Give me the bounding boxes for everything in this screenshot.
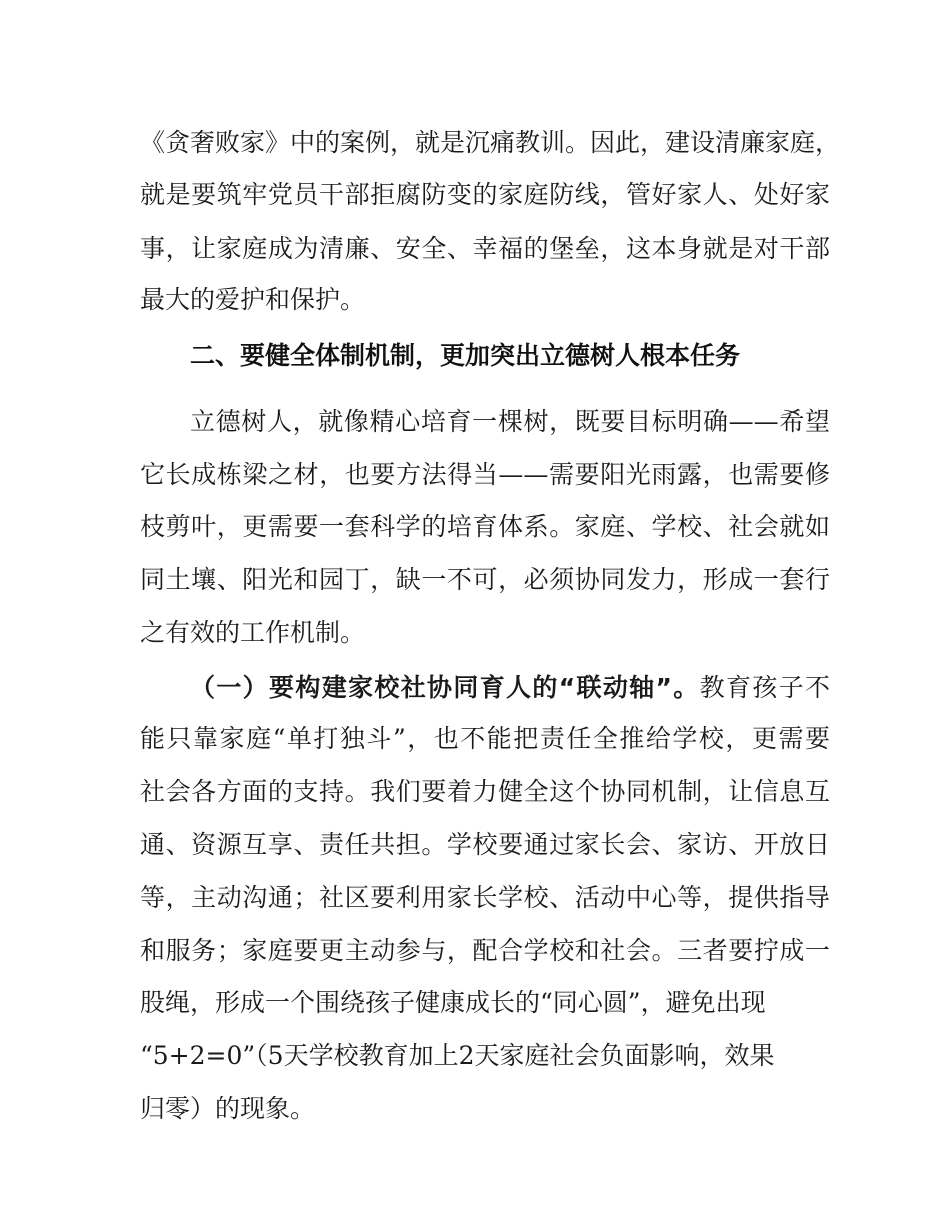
paragraph-3-line-1 (190, 668, 830, 708)
paragraph-1-line-3: 事，让家庭成为清廉、安全、幸福的堡垒，这本身就是对干部 (140, 234, 830, 263)
paragraph-3-line-8: “5+2=0”（5天学校教育加上2天家庭社会负面影响，效果 (140, 1041, 775, 1070)
paragraph-3-line-2: 能只靠家庭“单打独斗”，也不能把责任全推给学校，更需要 (140, 724, 830, 753)
paragraph-3-bold-lead: （一）要构建家校社协同育人的“联动轴”。 (190, 673, 700, 702)
paragraph-3-line-3: 社会各方面的支持。我们要着力健全这个协同机制，让信息互 (140, 777, 830, 806)
paragraph-1-line-2: 就是要筑牢党员干部拒腐防变的家庭防线，管好家人、处好家 (140, 180, 830, 209)
paragraph-1-line-4: 最大的爱护和保护。 (140, 285, 366, 314)
paragraph-3-line-5: 等，主动沟通；社区要利用家长学校、活动中心等，提供指导 (140, 883, 830, 912)
paragraph-2-line-3: 枝剪叶，更需要一套科学的培育体系。家庭、学校、社会就如 (140, 512, 830, 541)
paragraph-1-line-1: 《贪奢败家》中的案例，就是沉痛教训。因此，建设清廉家庭， (140, 128, 841, 157)
paragraph-3-line-4: 通、资源互享、责任共担。学校要通过家长会、家访、开放日 (140, 830, 830, 859)
paragraph-2-line-5: 之有效的工作机制。 (140, 618, 366, 647)
paragraph-2-line-2: 它长成栋梁之材，也要方法得当——需要阳光雨露，也需要修 (140, 460, 830, 489)
paragraph-2-line-1: 立德树人，就像精心培育一棵树，既要目标明确——希望 (190, 407, 830, 436)
section-2-heading: 二、要健全体制机制，更加突出立德树人根本任务 (190, 341, 741, 370)
paragraph-3-line-6: 和服务；家庭要更主动参与，配合学校和社会。三者要拧成一 (140, 936, 830, 965)
paragraph-3-lead-rest: 教育孩子不 (699, 673, 830, 702)
paragraph-2-line-4: 同土壤、阳光和园丁，缺一不可，必须协同发力，形成一套行 (140, 565, 830, 594)
paragraph-3-line-7: 股绳，形成一个围绕孩子健康成长的“同心圆”，避免出现 (140, 988, 766, 1017)
paragraph-3-line-9: 归零）的现象。 (140, 1094, 316, 1123)
